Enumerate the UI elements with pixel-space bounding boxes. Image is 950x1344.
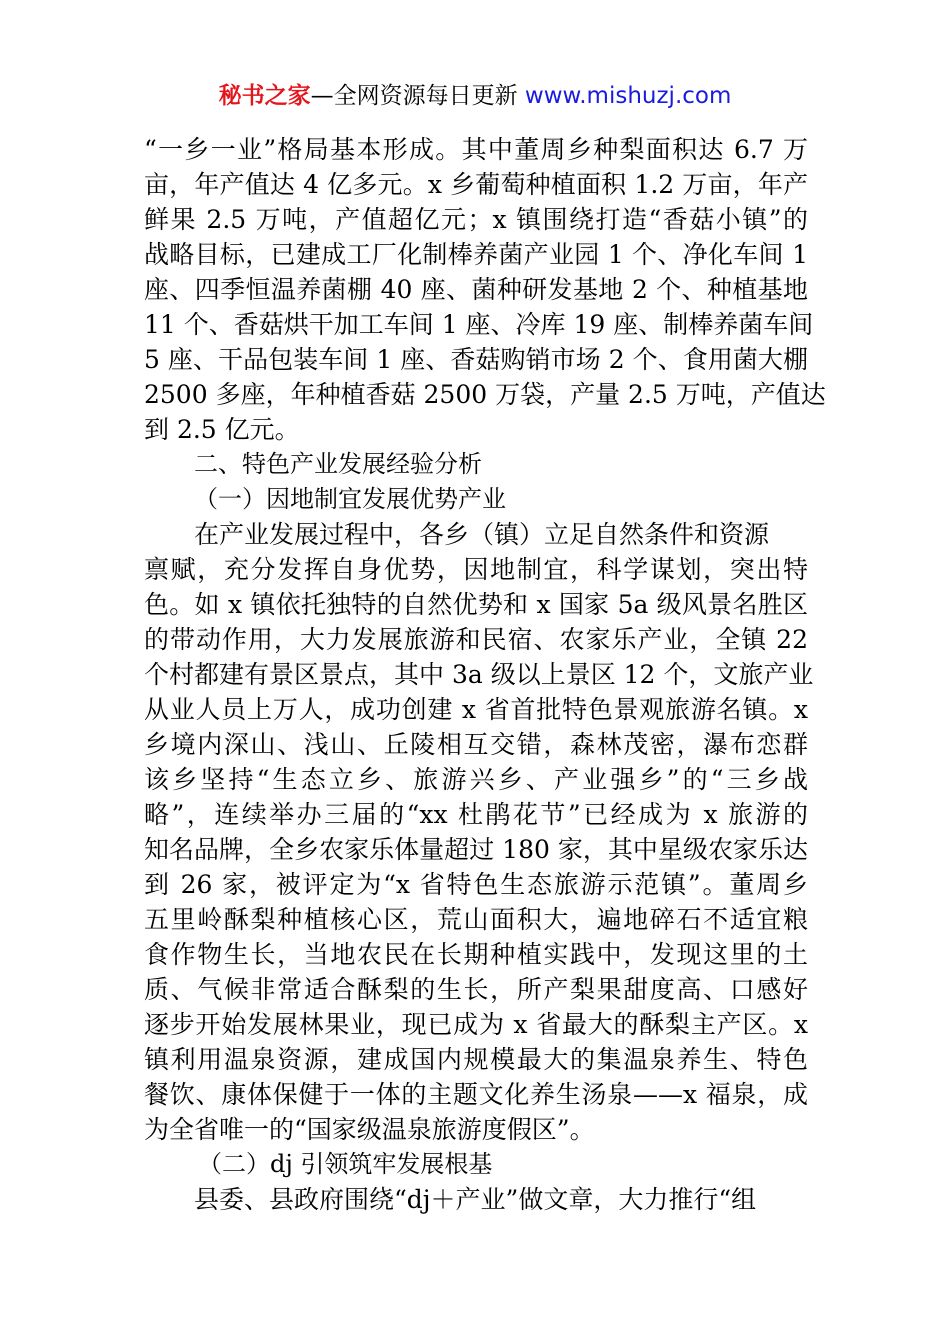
document-body: [144, 132, 826, 1217]
text-line: 在产业发展过程中，各乡（镇）立足自然条件和资源: [194, 520, 770, 549]
text-line: 食作物生长，当地农民在长期种植实践中，发现这里的土: [144, 940, 808, 969]
text-line: 镇利用温泉资源，建成国内规模最大的集温泉养生、特色: [144, 1045, 808, 1074]
text-line: 县委、县政府围绕“dj＋产业”做文章，大力推行“组: [194, 1185, 757, 1214]
text-line: 战略目标，已建成工厂化制棒养菌产业园 1 个、净化车间 1: [144, 240, 808, 269]
site-url-link[interactable]: www.mishuzj.com: [524, 83, 732, 109]
text-line: 从业人员上万人，成功创建 x 省首批特色景观旅游名镇。x: [144, 695, 808, 724]
text-line: 禀赋，充分发挥自身优势，因地制宜，科学谋划，突出特: [144, 555, 808, 584]
section-heading: （二）dj 引领筑牢发展根基: [198, 1150, 493, 1178]
text-line: 逐步开始发展林果业，现已成为 x 省最大的酥梨主产区。x: [144, 1010, 808, 1039]
text-line: 鲜果 2.5 万吨，产值超亿元；x 镇围绕打造“香菇小镇”的: [144, 205, 808, 234]
site-brand: 秘书之家: [218, 83, 311, 109]
text-line: 餐饮、康体保健于一体的主题文化养生汤泉——x 福泉，成: [144, 1080, 808, 1109]
site-slogan: —全网资源每日更新: [310, 83, 525, 109]
text-line: “一乡一业”格局基本形成。其中董周乡种梨面积达 6.7 万: [144, 135, 808, 164]
text-line: 质、气候非常适合酥梨的生长，所产梨果甜度高、口感好: [144, 975, 808, 1004]
text-line: 5 座、干品包装车间 1 座、香菇购销市场 2 个、食用菌大棚: [144, 345, 808, 374]
section-heading: 二、特色产业发展经验分析: [194, 450, 482, 478]
text-line: 个村都建有景区景点，其中 3a 级以上景区 12 个，文旅产业: [144, 660, 814, 689]
text-line: 色。如 x 镇依托独特的自然优势和 x 国家 5a 级风景名胜区: [144, 590, 808, 619]
text-line: 乡境内深山、浅山、丘陵相互交错，森林茂密，瀑布恋群: [144, 730, 808, 759]
text-line: 2500 多座，年种植香菇 2500 万袋，产量 2.5 万吨，产值达: [144, 380, 826, 409]
text-line: 11 个、香菇烘干加工车间 1 座、冷库 19 座、制棒养菌车间: [144, 310, 814, 339]
text-line: 为全省唯一的“国家级温泉旅游度假区”。: [144, 1115, 595, 1144]
site-header: [0, 80, 950, 112]
text-line: 该乡坚持“生态立乡、旅游兴乡、产业强乡”的“三乡战: [144, 765, 808, 794]
text-line: 座、四季恒温养菌棚 40 座、菌种研发基地 2 个、种植基地: [144, 275, 808, 304]
section-heading: （一）因地制宜发展优势产业: [194, 485, 506, 513]
text-line: 五里岭酥梨种植核心区，荒山面积大，遍地碎石不适宜粮: [144, 905, 808, 934]
text-line: 的带动作用，大力发展旅游和民宿、农家乐产业，全镇 22: [144, 625, 808, 654]
text-line: 到 2.5 亿元。: [144, 415, 300, 444]
text-line: 到 26 家，被评定为“x 省特色生态旅游示范镇”。董周乡: [144, 870, 808, 899]
text-line: 亩，年产值达 4 亿多元。x 乡葡萄种植面积 1.2 万亩，年产: [144, 170, 808, 199]
text-line: 知名品牌，全乡农家乐体量超过 180 家，其中星级农家乐达: [144, 835, 808, 864]
text-line: 略”，连续举办三届的“xx 杜鹃花节”已经成为 x 旅游的: [144, 800, 808, 829]
